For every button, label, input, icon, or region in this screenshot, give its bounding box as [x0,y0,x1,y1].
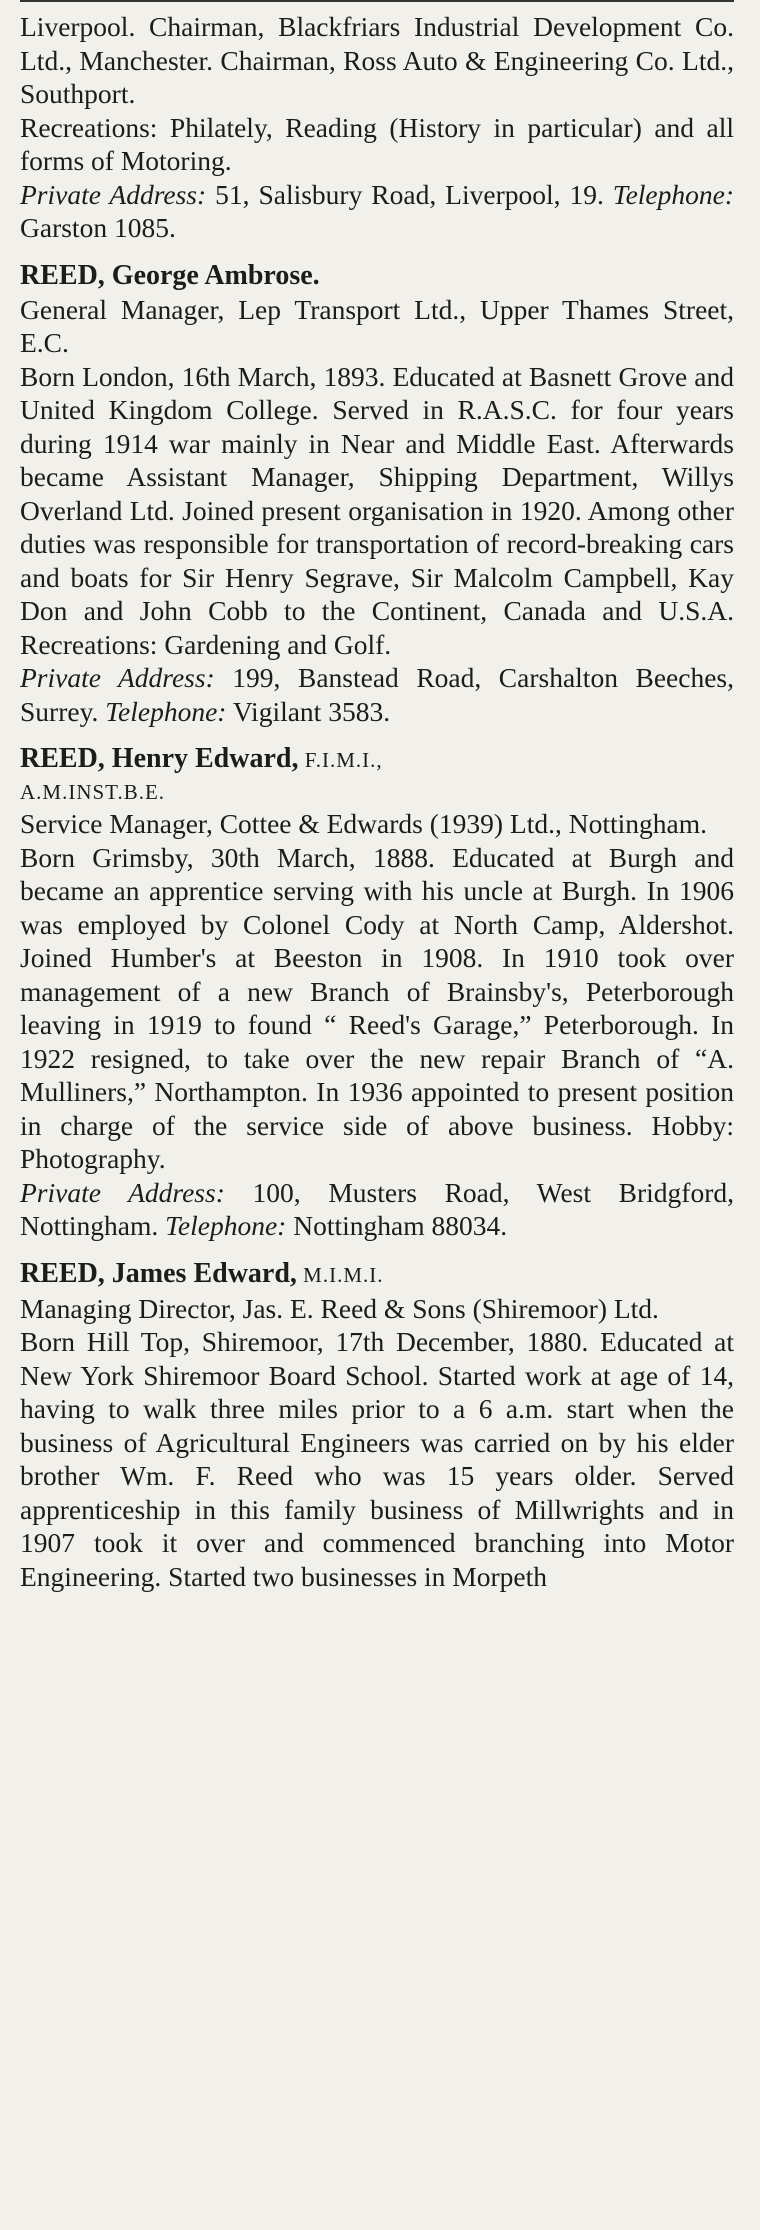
continued-entry [20,10,734,245]
entry-surname: REED, [20,259,105,291]
telephone-label: Telephone: [105,695,227,727]
entry-biography: Born Hill Top, Shiremoor, 17th December, 1880. Educated at New York Shiremoor Board School. Started work at age of 14, having to walk three miles prior to a 6 a.m. start when the business of Agricultural Engineers was carried on by his elder brother Wm. F. Reed who was 15 years older. Served apprenticeship in this family business of Millwrights and in 1907 took it over and commenced branching into Motor Engineering. Started two businesses in Morpeth [20,1326,734,1592]
entry-position: Service Manager, Cottee & Edwards (1939) Ltd., Nottingham. [20,808,707,839]
entry-heading [20,742,734,807]
private-address-label: Private Address: [20,662,215,693]
telephone: Garston 1085. [20,212,176,243]
telephone-label: Telephone: [165,1210,287,1241]
entry-heading [20,1257,734,1292]
entry-qualifications-cont: A.M.INST.B.E. [20,780,166,804]
entry-forenames: Henry Edward, [104,743,299,774]
telephone-label: Telephone: [612,178,734,210]
recreations-text: Recreations: Philately, Reading (History in particular) and all forms of Motoring. [20,111,734,176]
entry-forenames: James Edward, [104,1257,297,1289]
telephone: Vigilant 3583. [226,695,391,727]
entry-henry-edward-reed [20,742,734,1243]
private-address: 51, Salisbury Road, Liverpool, 19. [206,178,613,210]
entry-heading [20,259,734,293]
entry-position: General Manager, Lep Transport Ltd., Upper Thames Street, E.C. [20,293,734,358]
private-address: 100, Musters Road, West Bridgford, Nottingham. [20,1176,734,1241]
entry-biography: Born London, 16th March, 1893. Educated at Basnett Grove and United Kingdom College. Served in R.A.S.C. for four years during 1914 war mainly in Near and Middle East. Afterwards became Assistant Manager, Shipping Department, Willys Overland Ltd. Joined present organisation in 1920. Among other duties was responsible for transportation of record-breaking cars and boats for Sir Henry Segrave, Sir Malcolm Campbell, Kay Don and John Cobb to the Continent, Canada and U.S.A. Recreations: Gardening and Golf. [20,360,734,660]
telephone: Nottingham 88034. [286,1210,508,1241]
private-address-label: Private Address: [20,178,207,210]
entry-surname: REED, [20,1257,105,1289]
career-text: Liverpool. Chairman, Blackfriars Industrial Development Co. Ltd., Manchester. Chairman, Ross Auto & Engineering Co. Ltd., Southport. [20,11,734,109]
entry-position: Managing Director, Jas. E. Reed & Sons (Shiremoor) Ltd. [20,1292,659,1324]
private-address-label: Private Address: [20,1176,225,1208]
address-line [20,661,734,728]
entry-james-edward-reed [20,1257,734,1594]
entry-george-ambrose-reed [20,259,734,729]
entry-forenames: George Ambrose. [104,259,320,291]
address-line [20,1176,734,1243]
top-rule [20,0,734,2]
entry-qualifications: M.I.M.I. [296,1262,384,1287]
address-line [20,178,734,245]
entry-biography: Born Grimsby, 30th March, 1888. Educated at Burgh and became an apprentice serving with his uncle at Burgh. In 1906 was employed by Colonel Cody at North Camp, Aldershot. Joined Humber's at Beeston in 1908. In 1910 took over management of a new Branch of Brainsby's, Peterborough leaving in 1919 to found “ Reed's Garage,” Peterborough. In 1922 resigned, to take over the new repair Branch of “A. Mulliners,” Northampton. In 1936 appointed to present position in charge of the service side of above business. Hobby: Photography. [20,841,734,1174]
entry-qualifications: F.I.M.I., [298,748,383,772]
private-address: 199, Banstead Road, Carshalton Beeches, Surrey. [20,662,734,727]
entry-surname: REED, [20,743,105,774]
